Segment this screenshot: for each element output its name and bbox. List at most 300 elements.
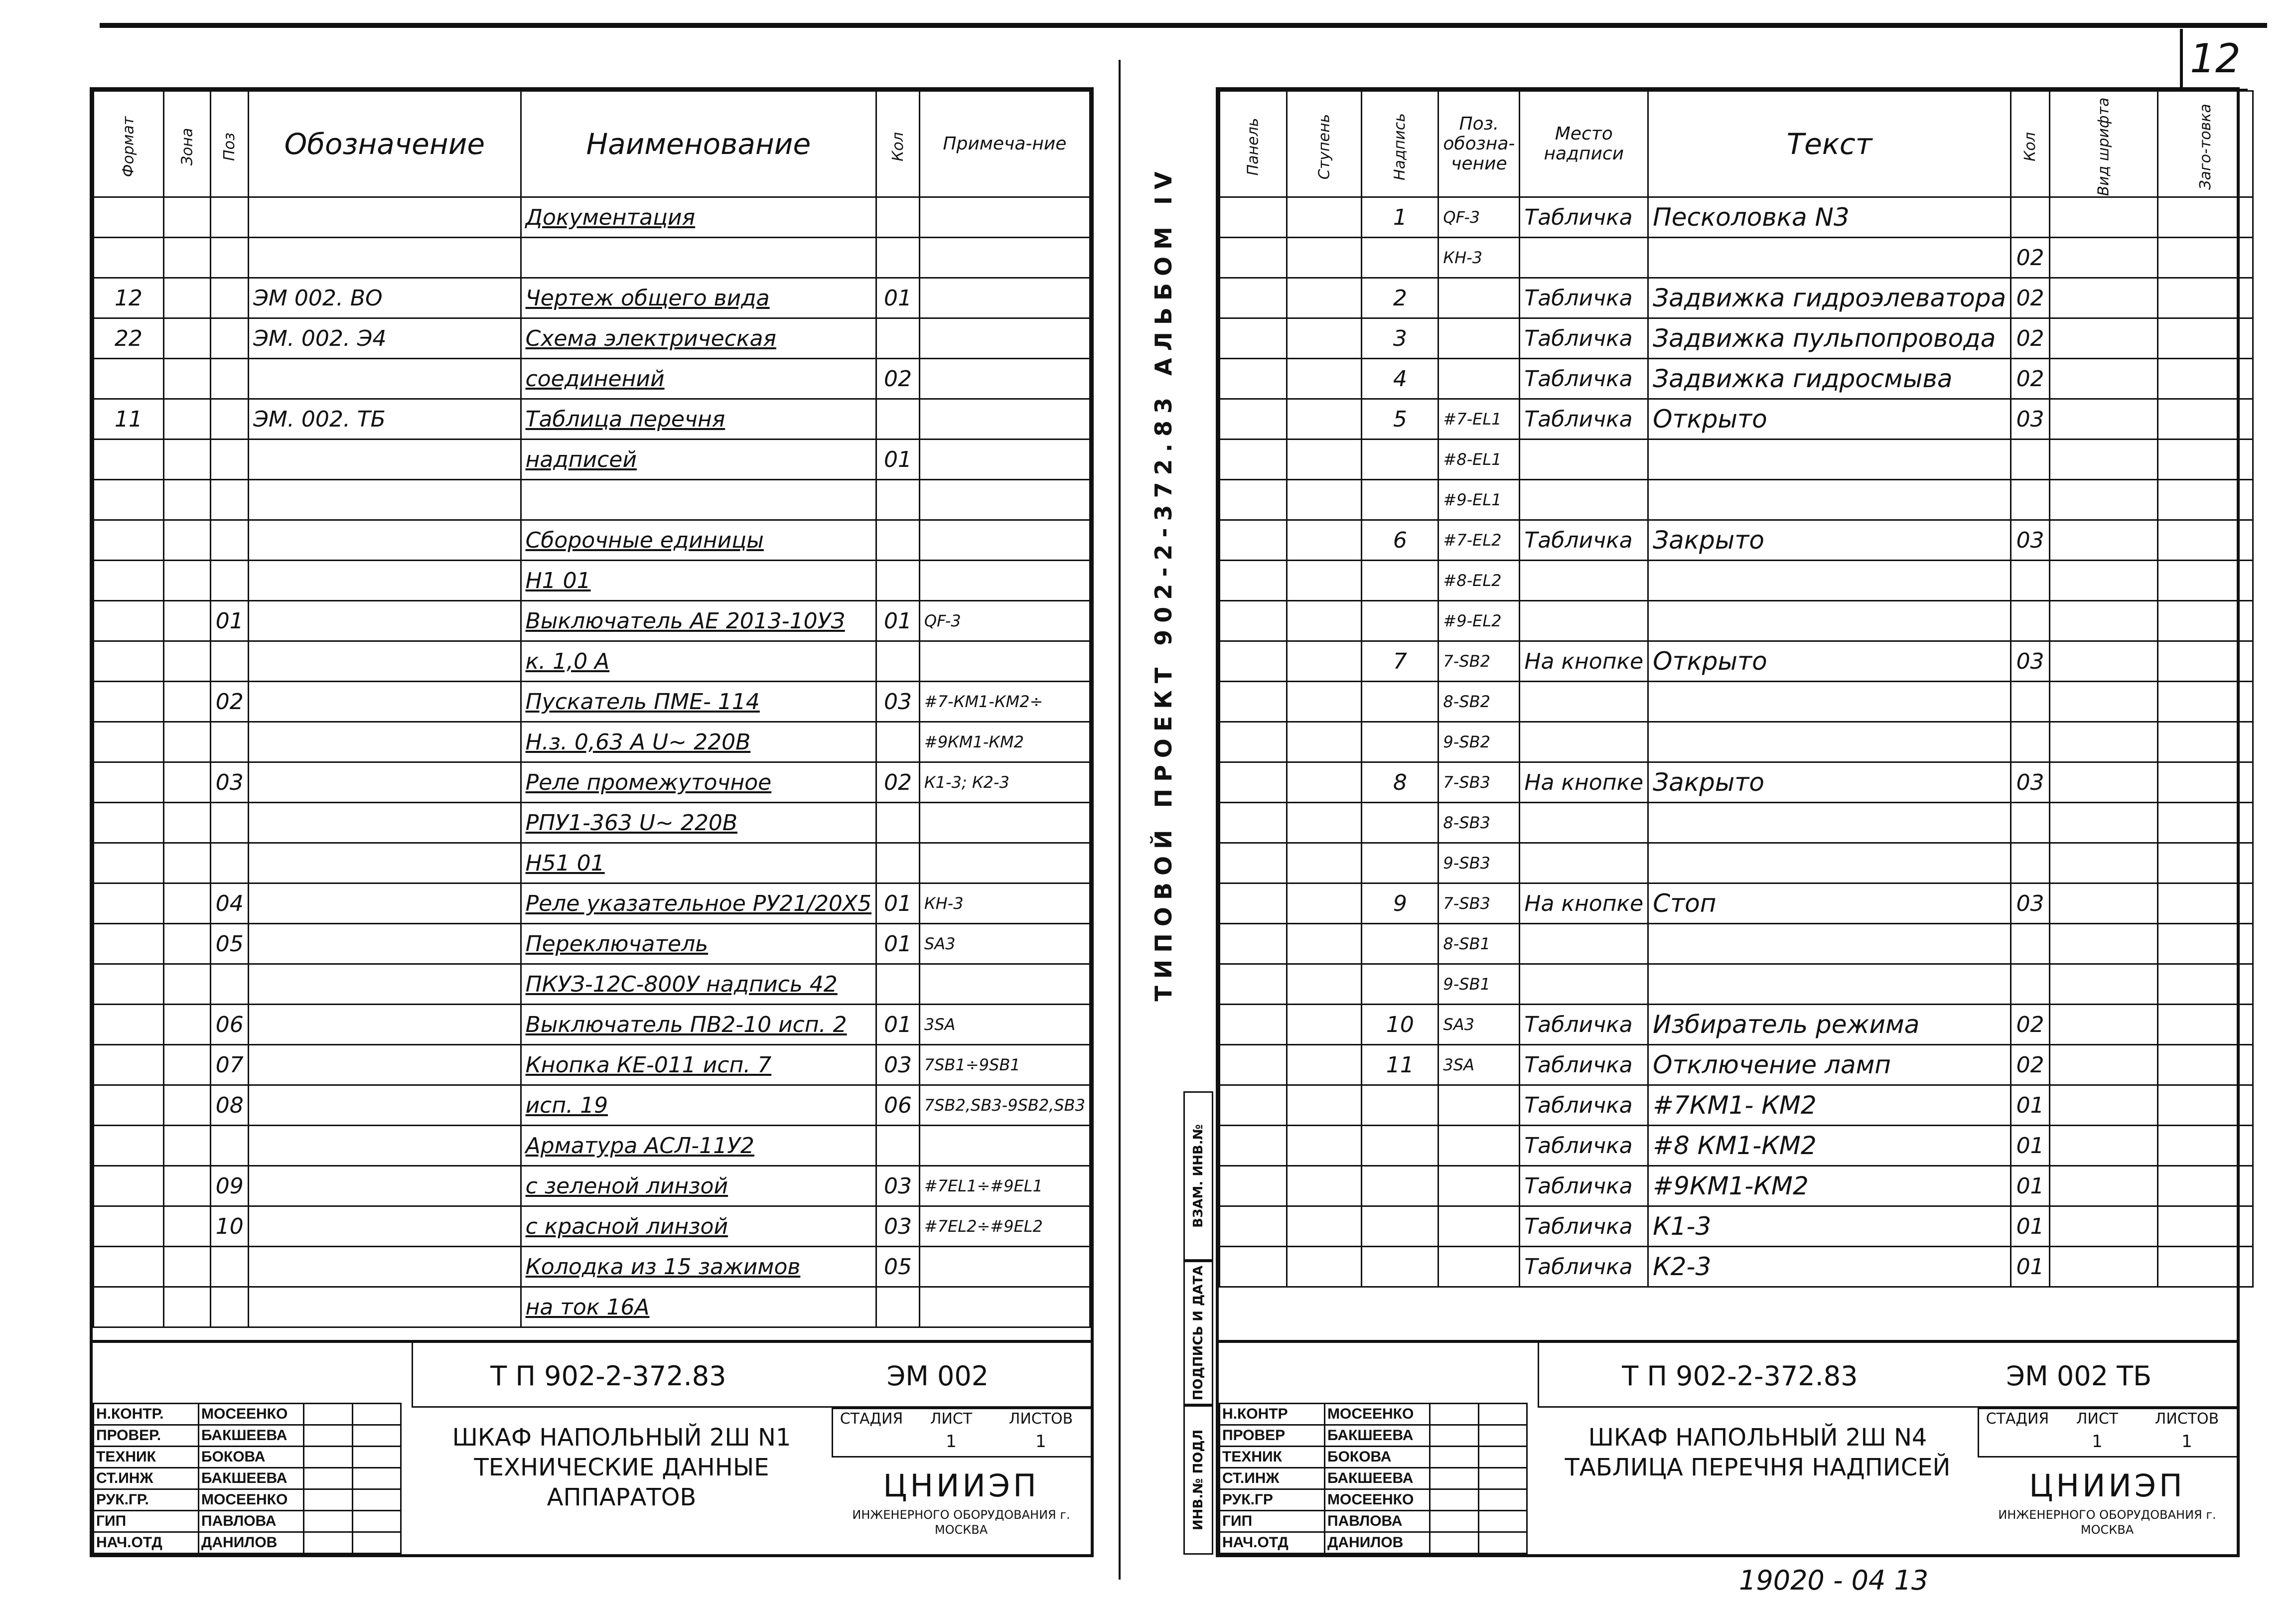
table-cell — [1648, 439, 2011, 480]
sheets-total: 1 — [1035, 1432, 1046, 1452]
table-cell — [1287, 318, 1362, 359]
table-cell — [2011, 561, 2050, 601]
table-cell: 03 — [211, 762, 249, 803]
sign-cell — [1430, 1511, 1479, 1532]
table-cell — [249, 1005, 521, 1045]
table-row — [94, 1005, 1090, 1045]
table-cell: 3SA — [1438, 1045, 1520, 1085]
table-cell — [876, 803, 920, 843]
table-cell — [1520, 803, 1648, 843]
sign-cell — [1430, 1425, 1479, 1447]
sheets-total: 1 — [2181, 1432, 2192, 1452]
table-cell: Табличка — [1520, 1045, 1648, 1085]
sheet-label: ЛИСТ — [2076, 1410, 2119, 1428]
person-name: БАКШЕЕВА — [199, 1468, 304, 1489]
table-cell: 04 — [211, 883, 249, 924]
table-cell — [249, 561, 521, 601]
table-cell — [94, 520, 164, 561]
header-name: Наименование — [521, 91, 876, 197]
table-cell — [2157, 520, 2253, 561]
table-cell — [211, 480, 249, 520]
replacement-inv-box: ВЗАМ. ИНВ.№ — [1183, 1091, 1213, 1261]
sheets-label: ЛИСТОВ — [2154, 1410, 2219, 1428]
table-cell — [2157, 1166, 2253, 1206]
table-cell — [2049, 1166, 2157, 1206]
header-pos: Поз — [211, 91, 249, 197]
table-cell — [1520, 238, 1648, 278]
date-cell — [352, 1447, 401, 1468]
organization-subtitle: ИНЖЕНЕРНОГО ОБОРУДОВАНИЯ г. МОСКВА — [852, 1508, 1070, 1537]
table-cell — [2157, 480, 2253, 520]
table-cell: 09 — [211, 1166, 249, 1206]
table-cell: 03 — [2011, 399, 2050, 439]
table-cell: с красной линзой — [521, 1206, 876, 1247]
table-cell — [1362, 843, 1438, 883]
table-cell — [2049, 1126, 2157, 1166]
table-cell — [1362, 439, 1438, 480]
signature-row — [94, 1489, 401, 1511]
table-cell: 02 — [2011, 238, 2050, 278]
table-cell: 01 — [876, 1005, 920, 1045]
table-cell: ЭМ. 002. Э4 — [249, 318, 521, 359]
table-cell — [919, 480, 1090, 520]
signature-row — [94, 1511, 401, 1532]
project-code: Т П 902-2-372.83 — [1622, 1360, 1858, 1392]
table-cell — [1362, 1166, 1438, 1206]
person-name: БОКОВА — [199, 1447, 304, 1468]
table-row — [94, 1247, 1090, 1287]
sign-cell — [1430, 1447, 1479, 1468]
table-cell — [1220, 238, 1287, 278]
table-cell — [2157, 561, 2253, 601]
table-cell — [1648, 480, 2011, 520]
table-row — [94, 803, 1090, 843]
table-row — [94, 1085, 1090, 1126]
table-cell — [876, 318, 920, 359]
table-cell: 11 — [94, 399, 164, 439]
table-cell — [211, 641, 249, 682]
table-cell — [2011, 682, 2050, 722]
signature-row — [94, 1468, 401, 1489]
table-cell — [2049, 641, 2157, 682]
table-row — [94, 561, 1090, 601]
table-cell: Избиратель режима — [1648, 1005, 2011, 1045]
table-cell — [919, 843, 1090, 883]
table-cell — [163, 561, 211, 601]
signature-row — [1220, 1489, 1527, 1511]
table-cell: 02 — [2011, 359, 2050, 399]
table-cell — [1438, 318, 1520, 359]
table-cell: 01 — [876, 924, 920, 964]
signature-row — [1220, 1447, 1527, 1468]
table-cell — [1520, 924, 1648, 964]
signature-row — [94, 1404, 401, 1425]
table-cell: 7-SB3 — [1438, 883, 1520, 924]
table-cell — [1362, 1206, 1438, 1247]
table-row — [94, 964, 1090, 1005]
table-cell: #7EL2÷#9EL2 — [919, 1206, 1090, 1247]
table-cell — [1362, 238, 1438, 278]
table-cell: Сборочные единицы — [521, 520, 876, 561]
person-name: ПАВЛОВА — [1325, 1511, 1430, 1532]
table-cell — [1220, 197, 1287, 238]
table-row — [1220, 722, 2253, 762]
table-cell — [94, 803, 164, 843]
table-cell — [1220, 601, 1287, 641]
table-cell — [2157, 883, 2253, 924]
table-cell — [249, 197, 521, 238]
table-cell — [94, 924, 164, 964]
table-cell — [876, 964, 920, 1005]
table-cell: Пускатель ПМЕ- 114 — [521, 682, 876, 722]
table-cell: Арматура АСЛ-11У2 — [521, 1126, 876, 1166]
table-cell — [94, 1005, 164, 1045]
table-cell — [249, 762, 521, 803]
table-cell — [919, 318, 1090, 359]
table-cell: 01 — [2011, 1166, 2050, 1206]
table-cell — [1287, 762, 1362, 803]
person-role: ПРОВЕР. — [94, 1425, 199, 1447]
table-cell: 01 — [2011, 1126, 2050, 1166]
person-name: БОКОВА — [1325, 1447, 1430, 1468]
table-cell — [2011, 722, 2050, 762]
table-cell — [94, 762, 164, 803]
table-cell — [211, 964, 249, 1005]
table-cell: 03 — [2011, 641, 2050, 682]
table-cell — [163, 924, 211, 964]
table-cell — [249, 1126, 521, 1166]
table-cell — [163, 682, 211, 722]
date-cell — [352, 1489, 401, 1511]
table-cell — [94, 964, 164, 1005]
table-cell — [876, 238, 920, 278]
table-cell — [521, 238, 876, 278]
table-cell — [1220, 722, 1287, 762]
table-cell — [94, 1166, 164, 1206]
table-cell: 03 — [2011, 520, 2050, 561]
person-role: СТ.ИНЖ — [1220, 1468, 1325, 1489]
table-cell: 10 — [1362, 1005, 1438, 1045]
table-cell — [1362, 803, 1438, 843]
table-cell — [1648, 238, 2011, 278]
person-name: БАКШЕЕВА — [1325, 1468, 1430, 1489]
table-row — [1220, 480, 2253, 520]
sign-cell — [304, 1468, 353, 1489]
table-cell: 8-SB3 — [1438, 803, 1520, 843]
table-row — [1220, 561, 2253, 601]
person-name: ПАВЛОВА — [199, 1511, 304, 1532]
table-cell — [1362, 561, 1438, 601]
signatures-table — [93, 1403, 402, 1554]
table-cell: Документация — [521, 197, 876, 238]
person-role: РУК.ГР. — [94, 1489, 199, 1511]
table-cell: SA3 — [919, 924, 1090, 964]
signature-row — [1220, 1532, 1527, 1554]
table-cell: 05 — [876, 1247, 920, 1287]
table-cell — [2157, 722, 2253, 762]
table-cell — [163, 238, 211, 278]
table-cell — [2049, 803, 2157, 843]
table-cell: Табличка — [1520, 318, 1648, 359]
table-cell: Табличка — [1520, 1247, 1648, 1287]
table-cell: На кнопке — [1520, 883, 1648, 924]
table-cell: 22 — [94, 318, 164, 359]
header-designation: Обозначение — [249, 91, 521, 197]
table-cell — [876, 561, 920, 601]
table-cell — [1287, 561, 1362, 601]
table-cell — [1438, 359, 1520, 399]
sign-cell — [1430, 1532, 1479, 1554]
signature-row — [1220, 1468, 1527, 1489]
table-cell — [2049, 601, 2157, 641]
date-cell — [352, 1511, 401, 1532]
table-cell — [2157, 278, 2253, 318]
table-cell — [1287, 1005, 1362, 1045]
table-cell — [1648, 601, 2011, 641]
table-cell — [1220, 682, 1287, 722]
table-cell: #7-EL1 — [1438, 399, 1520, 439]
table-row — [94, 399, 1090, 439]
table-cell: 06 — [876, 1085, 920, 1126]
header-place: Место надписи — [1520, 91, 1648, 197]
table-cell: Табличка — [1520, 1126, 1648, 1166]
header-qty: Кол — [876, 91, 920, 197]
table-cell — [1648, 843, 2011, 883]
table-cell — [1520, 682, 1648, 722]
table-row — [94, 1206, 1090, 1247]
specification-table — [93, 90, 1091, 1328]
table-cell: Н.з. 0,63 А U~ 220В — [521, 722, 876, 762]
table-cell — [1287, 1247, 1362, 1287]
table-row — [1220, 520, 2253, 561]
table-cell: 11 — [1362, 1045, 1438, 1085]
header-row — [1220, 91, 2253, 197]
table-cell — [876, 480, 920, 520]
sheet-label: ЛИСТ — [930, 1410, 973, 1428]
table-cell — [94, 682, 164, 722]
header-blank: Заго-товка — [2157, 91, 2253, 197]
table-cell — [94, 722, 164, 762]
person-role: НАЧ.ОТД — [94, 1532, 199, 1554]
table-cell — [211, 278, 249, 318]
table-cell — [1362, 722, 1438, 762]
archive-code: 19020 - 04 13 — [1739, 1565, 1929, 1596]
table-cell — [1220, 520, 1287, 561]
person-role: НАЧ.ОТД — [1220, 1532, 1325, 1554]
table-cell — [249, 843, 521, 883]
person-name: БАКШЕЕВА — [1325, 1425, 1430, 1447]
date-cell — [352, 1532, 401, 1554]
table-cell — [94, 883, 164, 924]
table-cell: #8-EL1 — [1438, 439, 1520, 480]
table-cell — [2157, 1247, 2253, 1287]
table-cell: 01 — [211, 601, 249, 641]
table-row — [1220, 682, 2253, 722]
table-cell — [2157, 359, 2253, 399]
table-cell — [2049, 439, 2157, 480]
table-cell: #9-EL2 — [1438, 601, 1520, 641]
table-cell — [1287, 1045, 1362, 1085]
table-cell — [1362, 924, 1438, 964]
table-cell — [2157, 682, 2253, 722]
person-name: МОСЕЕНКО — [199, 1489, 304, 1511]
table-cell — [1520, 722, 1648, 762]
header-label-no: Надпись — [1362, 91, 1438, 197]
table-cell: Табличка — [1520, 197, 1648, 238]
table-cell — [1648, 803, 2011, 843]
table-row — [1220, 439, 2253, 480]
table-cell: К2-3 — [1648, 1247, 2011, 1287]
date-cell — [1478, 1468, 1527, 1489]
table-cell — [1648, 682, 2011, 722]
table-cell: Переключатель — [521, 924, 876, 964]
table-cell: 01 — [2011, 1206, 2050, 1247]
header-qty: Кол — [2011, 91, 2050, 197]
stage-label: СТАДИЯ — [1986, 1410, 2049, 1428]
header-panel: Панель — [1220, 91, 1287, 197]
table-cell: 02 — [2011, 278, 2050, 318]
table-row — [94, 641, 1090, 682]
table-cell — [1287, 601, 1362, 641]
table-cell — [163, 1126, 211, 1166]
table-cell — [211, 439, 249, 480]
table-cell — [2157, 843, 2253, 883]
table-cell — [2049, 762, 2157, 803]
table-cell — [1520, 480, 1648, 520]
table-cell — [163, 520, 211, 561]
table-cell: к. 1,0 А — [521, 641, 876, 682]
table-cell: 07 — [211, 1045, 249, 1085]
table-cell: РПУ1-363 U~ 220В — [521, 803, 876, 843]
table-cell — [2011, 843, 2050, 883]
table-cell: 02 — [876, 762, 920, 803]
table-row — [94, 439, 1090, 480]
table-cell — [2157, 318, 2253, 359]
table-row — [1220, 238, 2253, 278]
table-cell — [2049, 197, 2157, 238]
table-cell — [1220, 641, 1287, 682]
table-cell: Кнопка КЕ-011 исп. 7 — [521, 1045, 876, 1085]
table-cell — [2049, 359, 2157, 399]
table-cell: #9КМ1-КМ2 — [919, 722, 1090, 762]
table-cell — [2157, 762, 2253, 803]
table-cell — [1520, 561, 1648, 601]
table-cell — [2049, 924, 2157, 964]
album-side-label: ТИПОВОЙ ПРОЕКТ 902-2-372.83 АЛЬБОМ IV — [1150, 164, 1177, 1002]
table-cell — [1287, 1126, 1362, 1166]
table-cell: надписей — [521, 439, 876, 480]
table-cell — [1220, 480, 1287, 520]
table-cell: Табличка — [1520, 1005, 1648, 1045]
table-cell — [1220, 1045, 1287, 1085]
table-cell — [2049, 964, 2157, 1005]
table-cell — [1220, 1005, 1287, 1045]
table-cell — [249, 1247, 521, 1287]
sheet-title: ШКАФ НАПОЛЬНЫЙ 2Ш N4 ТАБЛИЦА ПЕРЕЧНЯ НАДПИСЕЙ — [1565, 1424, 1951, 1481]
table-cell — [249, 520, 521, 561]
table-row — [1220, 318, 2253, 359]
table-cell: Схема электрическая — [521, 318, 876, 359]
table-cell — [1220, 359, 1287, 399]
table-cell: 03 — [876, 1206, 920, 1247]
table-cell — [2049, 1247, 2157, 1287]
date-cell — [1478, 1425, 1527, 1447]
table-cell — [919, 278, 1090, 318]
table-cell: #7КМ1- КМ2 — [1648, 1085, 2011, 1126]
table-cell: 08 — [211, 1085, 249, 1126]
table-cell — [1220, 1085, 1287, 1126]
table-cell: 01 — [876, 883, 920, 924]
table-cell — [2011, 964, 2050, 1005]
table-cell — [2049, 480, 2157, 520]
signature-date-box: ПОДПИСЬ И ДАТА — [1183, 1261, 1213, 1405]
table-cell — [94, 1247, 164, 1287]
table-cell — [1287, 1085, 1362, 1126]
signatures-table — [1219, 1403, 1528, 1554]
table-cell: 3SA — [919, 1005, 1090, 1045]
table-cell: 06 — [211, 1005, 249, 1045]
table-cell: 8-SB2 — [1438, 682, 1520, 722]
table-cell — [163, 803, 211, 843]
spec-sheet-left — [90, 87, 1094, 1557]
table-cell — [2049, 1206, 2157, 1247]
table-cell — [919, 1287, 1090, 1327]
table-cell — [2157, 238, 2253, 278]
project-code: Т П 902-2-372.83 — [490, 1360, 726, 1392]
table-cell — [94, 1045, 164, 1085]
table-cell: на ток 16А — [521, 1287, 876, 1327]
table-cell — [521, 480, 876, 520]
table-cell — [919, 803, 1090, 843]
document-code: ЭМ 002 ТБ — [2006, 1360, 2152, 1392]
table-cell — [876, 1287, 920, 1327]
table-cell — [211, 520, 249, 561]
table-cell: 12 — [94, 278, 164, 318]
table-cell — [1438, 278, 1520, 318]
table-cell: 7SB1÷9SB1 — [919, 1045, 1090, 1085]
table-cell — [2157, 1045, 2253, 1085]
table-row — [1220, 924, 2253, 964]
table-cell — [1287, 399, 1362, 439]
table-cell — [2157, 197, 2253, 238]
table-cell: 7SB2,SB3-9SB2,SB3 — [919, 1085, 1090, 1126]
table-cell — [1362, 1085, 1438, 1126]
table-cell — [211, 238, 249, 278]
table-cell: КН-3 — [1438, 238, 1520, 278]
table-cell — [163, 480, 211, 520]
table-cell — [1220, 1247, 1287, 1287]
table-cell — [211, 561, 249, 601]
table-cell: 9 — [1362, 883, 1438, 924]
table-cell — [876, 843, 920, 883]
table-cell — [163, 722, 211, 762]
table-cell: 03 — [876, 1045, 920, 1085]
table-cell — [1287, 480, 1362, 520]
organization-name: ЦНИИЭП — [883, 1467, 1039, 1504]
table-cell — [2157, 399, 2253, 439]
table-cell: Выключатель АЕ 2013-10УЗ — [521, 601, 876, 641]
table-cell — [2049, 883, 2157, 924]
table-cell — [1220, 561, 1287, 601]
table-cell: ПКУЗ-12С-800У надпись 42 — [521, 964, 876, 1005]
table-cell — [1362, 480, 1438, 520]
table-cell — [1220, 1206, 1287, 1247]
table-cell: 03 — [876, 1166, 920, 1206]
table-row — [1220, 1247, 2253, 1287]
person-name: ДАНИЛОВ — [1325, 1532, 1430, 1554]
sign-cell — [1430, 1468, 1479, 1489]
date-cell — [1478, 1511, 1527, 1532]
